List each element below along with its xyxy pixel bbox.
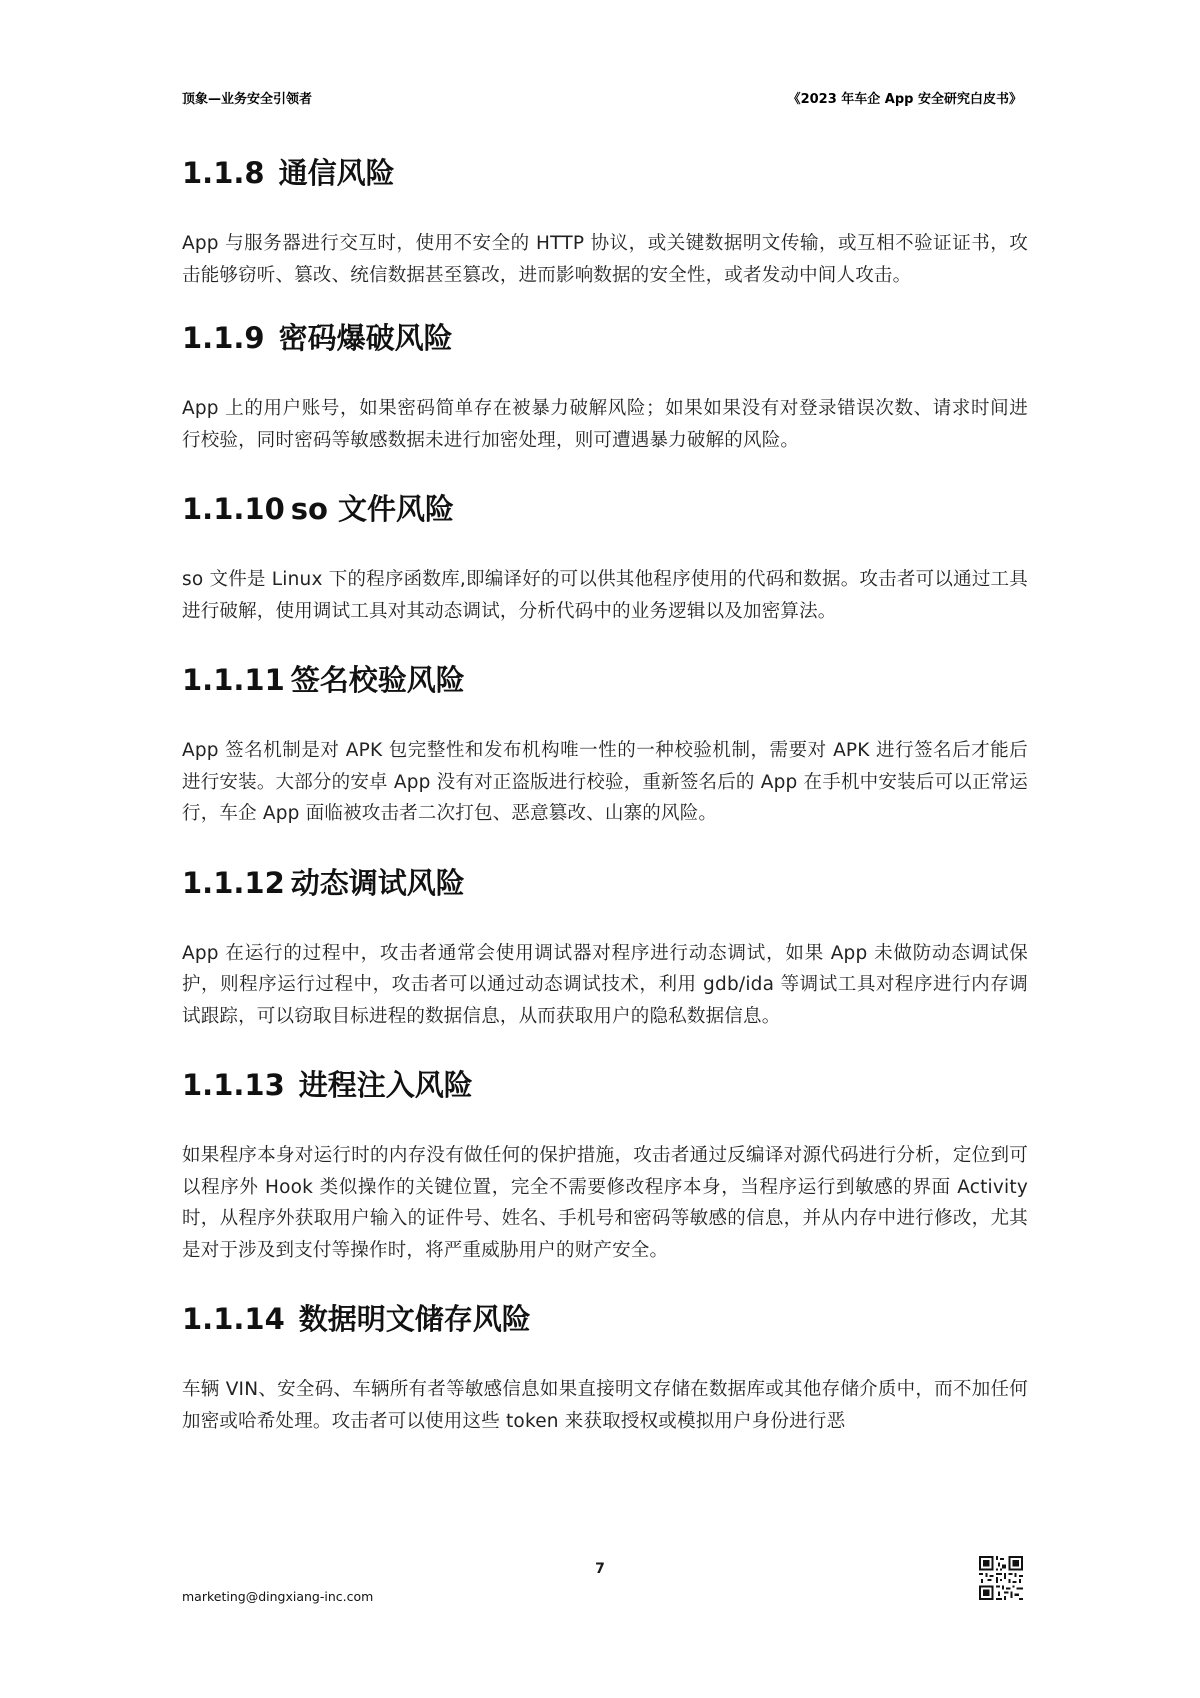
page-content (182, 150, 1028, 1437)
section-number: 1.1.11 (182, 663, 285, 697)
section-body: 如果程序本身对运行时的内存没有做任何的保护措施，攻击者通过反编译对源代码进行分析，定位到可以程序外 Hook 类似操作的关键位置，完全不需要修改程序本身，当程序运行到敏感的界面 Activity 时，从程序外获取用户输入的证件号、姓名、手机号和密码等敏感的信息，并从内存中进行修改，尤其是对于涉及到支付等操作时，将严重威胁用户的财产安全。 (182, 1145, 1028, 1261)
section-title: 动态调试风险 (290, 865, 465, 900)
section-number: 1.1.10 (182, 492, 285, 526)
header-doc-title: 《2023 年车企 App 安全研究白皮书》 (787, 92, 1022, 107)
section-heading (182, 1062, 1028, 1108)
section-number: 1.1.14 (182, 1302, 285, 1336)
section-heading (182, 1296, 1028, 1342)
section-body: so 文件是 Linux 下的程序函数库,即编译好的可以供其他程序使用的代码和数据。攻击者可以通过工具进行破解，使用调试工具对其动态调试，分析代码中的业务逻辑以及加密算法。 (182, 569, 1028, 622)
section-1-1-12 (182, 860, 1028, 1033)
section-title: 进程注入风险 (298, 1068, 473, 1102)
section-heading (182, 486, 1028, 532)
section-1-1-13 (182, 1062, 1028, 1266)
section-title: 通信风险 (278, 156, 395, 190)
section-1-1-14 (182, 1296, 1028, 1437)
section-1-1-8 (182, 150, 1028, 291)
section-1-1-10 (182, 486, 1028, 627)
section-heading (182, 315, 1028, 361)
section-title: 密码爆破风险 (278, 321, 453, 355)
section-heading (182, 657, 1028, 703)
section-1-1-11 (182, 657, 1028, 830)
section-number: 1.1.9 (182, 321, 265, 355)
section-1-1-9 (182, 315, 1028, 456)
section-heading (182, 150, 1028, 196)
section-body: App 在运行的过程中，攻击者通常会使用调试器对程序进行动态调试，如果 App 未做防动态调试保护，则程序运行过程中，攻击者可以通过动态调试技术，利用 gdb/ida 等调试工具对程序进行内存调试跟踪，可以窃取目标进程的数据信息，从而获取用户的隐私数据信息。 (182, 942, 1028, 1027)
section-title: 数据明文储存风险 (298, 1302, 531, 1336)
section-body: App 上的用户账号，如果密码简单存在被暴力破解风险；如果如果没有对登录错误次数、请求时间进行校验，同时密码等敏感数据未进行加密处理，则可遭遇暴力破解的风险。 (182, 398, 1028, 451)
header-company: 顶象—业务安全引领者 (182, 92, 313, 107)
section-number: 1.1.13 (182, 1068, 285, 1102)
qr-code-icon (979, 1556, 1023, 1600)
section-number: 1.1.8 (182, 156, 265, 190)
page-number: 7 (595, 1561, 605, 1577)
section-heading (182, 860, 1028, 906)
section-body: App 签名机制是对 APK 包完整性和发布机构唯一性的一种校验机制，需要对 APK 进行签名后才能后进行安装。大部分的安卓 App 没有对正盗版进行校验，重新签名后的 App 在手机中安装后可以正常运行，车企 App 面临被攻击者二次打包、恶意篡改、山寨的风险。 (182, 740, 1028, 824)
section-body: 车辆 VIN、安全码、车辆所有者等敏感信息如果直接明文存储在数据库或其他存储介质中，而不加任何加密或哈希处理。攻击者可以使用这些 token 来获取授权或模拟用户身份进行恶 (182, 1379, 1028, 1432)
section-title: 签名校验风险 (290, 663, 465, 697)
section-body: App 与服务器进行交互时，使用不安全的 HTTP 协议，或关键数据明文传输，或互相不验证证书，攻击能够窃听、篡改、统信数据甚至篡改，进而影响数据的安全性，或者发动中间人攻击。 (182, 233, 1028, 286)
footer-email: marketing@dingxiang-inc.com (182, 1589, 374, 1604)
section-title: so 文件风险 (290, 492, 455, 526)
section-number: 1.1.12 (182, 865, 285, 900)
